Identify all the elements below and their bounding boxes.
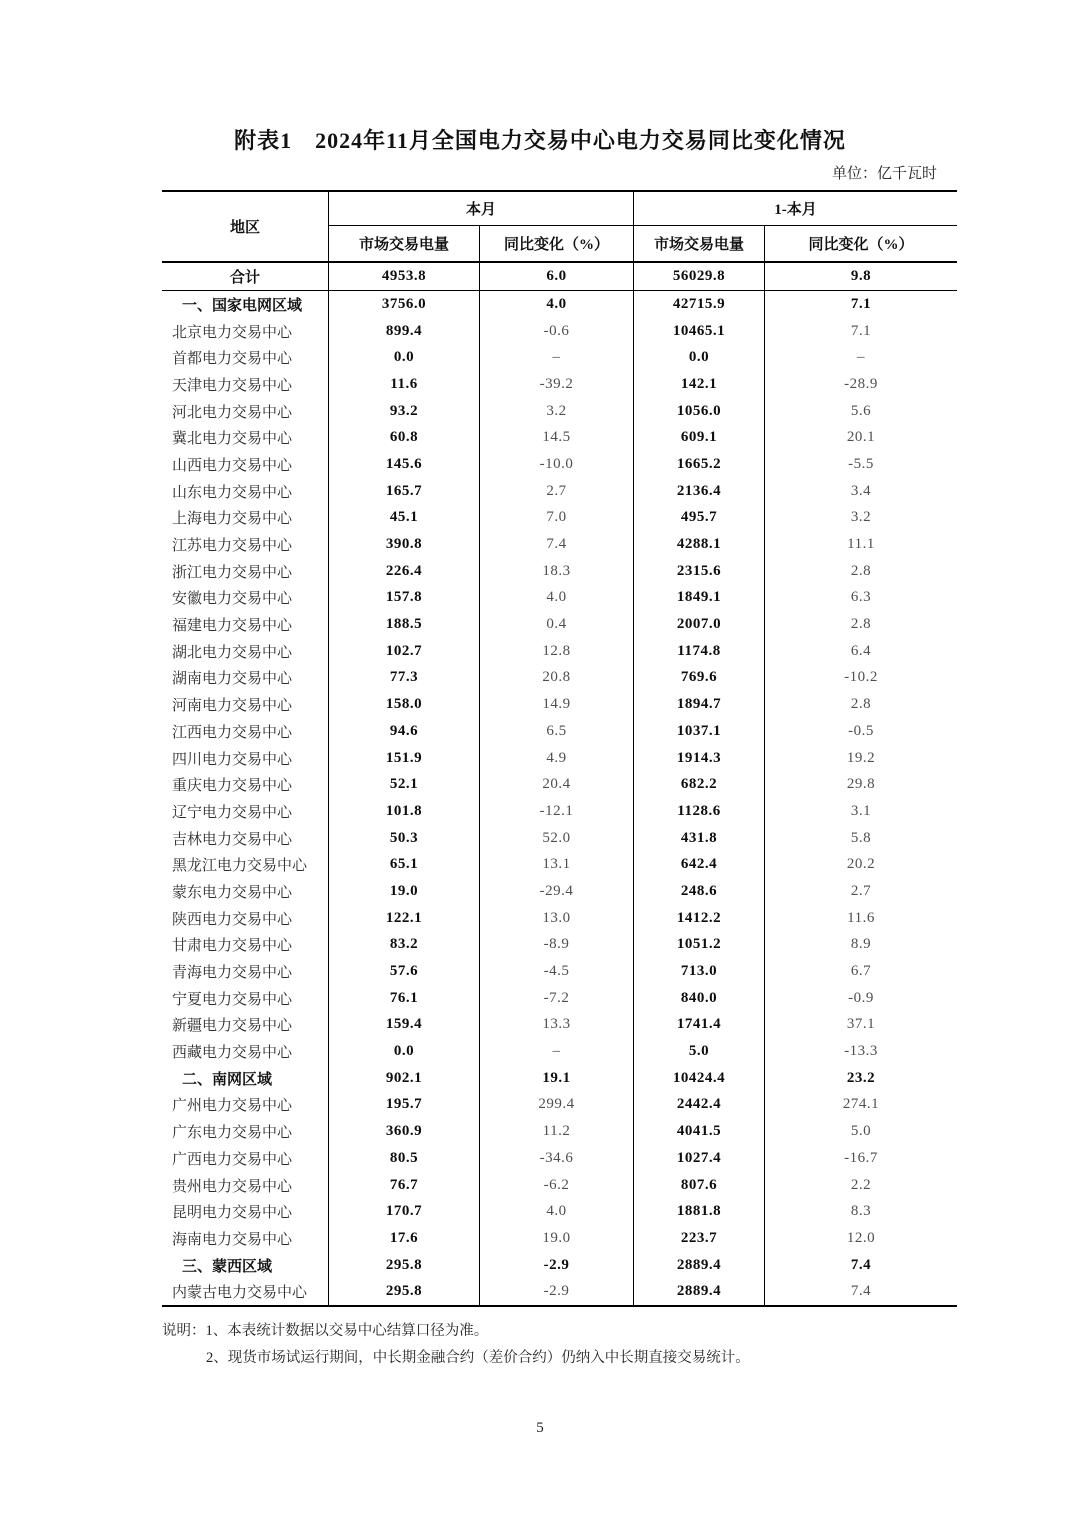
value-cell-yoy-cumulative: 2.2 (850, 1176, 872, 1193)
value-cell-yoy-month: 6.5 (480, 718, 634, 745)
value-cell-yoy-cumulative: 5.6 (850, 402, 872, 419)
value-cell-volume-month: 165.7 (329, 478, 480, 505)
region-cell: 辽宁电力交易中心 (162, 798, 329, 825)
value-cell-volume-month: 93.2 (329, 398, 480, 425)
value-cell-yoy-month: 7.0 (480, 505, 634, 532)
value-cell-volume-cumulative: 2889.4 (634, 1278, 765, 1305)
value-cell-volume-cumulative: 1894.7 (634, 691, 765, 718)
value-cell-volume-cumulative: 142.1 (634, 371, 765, 398)
table-row (162, 531, 957, 558)
table-row (162, 771, 957, 798)
value-cell-volume-cumulative: 1665.2 (634, 451, 765, 478)
region-cell: 湖北电力交易中心 (162, 638, 329, 665)
table-row (162, 558, 957, 585)
value-cell-volume-cumulative: 807.6 (634, 1172, 765, 1199)
value-cell-volume-month: 0.0 (329, 1038, 480, 1065)
region-cell: 黑龙江电力交易中心 (162, 851, 329, 878)
value-cell-yoy-month: 52.0 (480, 825, 634, 852)
value-cell-volume-cumulative: 223.7 (634, 1225, 765, 1252)
table-row (162, 718, 957, 745)
value-cell-volume-month: 295.8 (329, 1278, 480, 1305)
region-cell: 冀北电力交易中心 (162, 424, 329, 451)
value-cell-volume-cumulative: 2442.4 (634, 1092, 765, 1119)
table-row (162, 1012, 957, 1039)
value-cell-yoy-cumulative: 29.8 (846, 776, 876, 793)
value-cell-yoy-cumulative: 6.7 (850, 963, 872, 980)
value-cell-volume-month: 50.3 (329, 825, 480, 852)
value-cell-yoy-month: 19.1 (480, 1065, 634, 1092)
table-row (162, 905, 957, 932)
value-cell-yoy-month: 12.8 (480, 638, 634, 665)
region-cell: 蒙东电力交易中心 (162, 878, 329, 905)
value-cell-volume-cumulative: 248.6 (634, 878, 765, 905)
note-line: 说明：1、本表统计数据以交易中心结算口径为准。 (162, 1323, 489, 1339)
value-cell-yoy-cumulative: 2.8 (850, 562, 872, 579)
value-cell-yoy-month: -34.6 (480, 1145, 634, 1172)
region-cell: 四川电力交易中心 (162, 745, 329, 772)
value-cell-yoy-month: – (480, 1038, 634, 1065)
value-cell-yoy-cumulative: 7.1 (850, 322, 872, 339)
header-volume-this-month: 市场交易电量 (329, 226, 480, 261)
value-cell-volume-cumulative: 1174.8 (634, 638, 765, 665)
value-cell-volume-cumulative: 2315.6 (634, 558, 765, 585)
value-cell-volume-month: 122.1 (329, 905, 480, 932)
value-cell-volume-cumulative: 10424.4 (634, 1065, 765, 1092)
region-cell: 上海电力交易中心 (162, 505, 329, 532)
value-cell-yoy-cumulative: 37.1 (846, 1016, 876, 1033)
header-region: 地区 (162, 192, 329, 261)
table-row (162, 1145, 957, 1172)
value-cell-volume-month: 45.1 (329, 505, 480, 532)
value-cell-yoy-month: 13.0 (480, 905, 634, 932)
value-cell-volume-month: 4953.8 (329, 263, 480, 290)
value-cell-yoy-month: 299.4 (480, 1092, 634, 1119)
table-row (162, 1252, 957, 1279)
table-row (162, 851, 957, 878)
data-table (162, 190, 957, 1307)
region-cell: 湖南电力交易中心 (162, 665, 329, 692)
table-row (162, 932, 957, 959)
value-cell-yoy-cumulative: – (857, 349, 865, 366)
region-cell: 新疆电力交易中心 (162, 1012, 329, 1039)
value-cell-yoy-cumulative: 2.8 (850, 696, 872, 713)
value-cell-volume-cumulative: 1849.1 (634, 585, 765, 612)
value-cell-volume-month: 902.1 (329, 1065, 480, 1092)
region-cell: 一、国家电网区域 (162, 291, 329, 318)
value-cell-volume-month: 0.0 (329, 344, 480, 371)
table-row (162, 344, 957, 371)
value-cell-volume-month: 60.8 (329, 424, 480, 451)
table-row (162, 1038, 957, 1065)
table-row (162, 1225, 957, 1252)
value-cell-volume-month: 11.6 (329, 371, 480, 398)
table-row (162, 985, 957, 1012)
value-cell-volume-month: 65.1 (329, 851, 480, 878)
value-cell-volume-cumulative: 495.7 (634, 505, 765, 532)
value-cell-volume-month: 390.8 (329, 531, 480, 558)
value-cell-yoy-cumulative: -13.3 (844, 1043, 878, 1060)
table-header (162, 192, 957, 263)
region-cell: 河北电力交易中心 (162, 398, 329, 425)
value-cell-yoy-month: -10.0 (480, 451, 634, 478)
region-cell: 河南电力交易中心 (162, 691, 329, 718)
value-cell-volume-cumulative: 682.2 (634, 771, 765, 798)
value-cell-yoy-cumulative: 7.4 (850, 1283, 872, 1300)
value-cell-volume-month: 3756.0 (329, 291, 480, 318)
value-cell-volume-month: 188.5 (329, 611, 480, 638)
table-row (162, 318, 957, 345)
region-cell: 陕西电力交易中心 (162, 905, 329, 932)
value-cell-yoy-month: 11.2 (480, 1118, 634, 1145)
value-cell-yoy-cumulative: 6.4 (850, 642, 872, 659)
table-row (162, 263, 957, 291)
value-cell-yoy-month: 7.4 (480, 531, 634, 558)
table-row (162, 1198, 957, 1225)
table-row (162, 638, 957, 665)
value-cell-yoy-cumulative: -16.7 (844, 1149, 878, 1166)
value-cell-yoy-month: -4.5 (480, 958, 634, 985)
table-row (162, 665, 957, 692)
value-cell-volume-cumulative: 1027.4 (634, 1145, 765, 1172)
region-cell: 内蒙古电力交易中心 (162, 1278, 329, 1305)
value-cell-volume-cumulative: 713.0 (634, 958, 765, 985)
value-cell-yoy-month: 6.0 (480, 263, 634, 290)
value-cell-volume-month: 899.4 (329, 318, 480, 345)
value-cell-volume-cumulative: 2007.0 (634, 611, 765, 638)
value-cell-volume-month: 226.4 (329, 558, 480, 585)
region-cell: 北京电力交易中心 (162, 318, 329, 345)
value-cell-yoy-month: -0.6 (480, 318, 634, 345)
value-cell-yoy-month: -2.9 (480, 1252, 634, 1279)
value-cell-volume-cumulative: 1051.2 (634, 932, 765, 959)
value-cell-yoy-cumulative: 8.3 (850, 1203, 872, 1220)
value-cell-yoy-month: 13.1 (480, 851, 634, 878)
table-row (162, 825, 957, 852)
value-cell-volume-cumulative: 1056.0 (634, 398, 765, 425)
region-cell: 山东电力交易中心 (162, 478, 329, 505)
region-cell: 合计 (162, 263, 329, 290)
value-cell-volume-cumulative: 2136.4 (634, 478, 765, 505)
value-cell-yoy-cumulative: 7.1 (850, 295, 872, 312)
value-cell-yoy-month: 4.0 (480, 291, 634, 318)
value-cell-volume-cumulative: 10465.1 (634, 318, 765, 345)
value-cell-volume-month: 102.7 (329, 638, 480, 665)
value-cell-volume-cumulative: 5.0 (634, 1038, 765, 1065)
table-row (162, 745, 957, 772)
value-cell-volume-cumulative: 4288.1 (634, 531, 765, 558)
value-cell-volume-cumulative: 1881.8 (634, 1198, 765, 1225)
table-row (162, 878, 957, 905)
value-cell-volume-cumulative: 1741.4 (634, 1012, 765, 1039)
value-cell-yoy-cumulative: -0.9 (848, 989, 874, 1006)
region-cell: 江西电力交易中心 (162, 718, 329, 745)
value-cell-yoy-month: -6.2 (480, 1172, 634, 1199)
value-cell-yoy-month: 4.9 (480, 745, 634, 772)
value-cell-volume-month: 94.6 (329, 718, 480, 745)
region-cell: 甘肃电力交易中心 (162, 932, 329, 959)
region-cell: 广州电力交易中心 (162, 1092, 329, 1119)
value-cell-yoy-month: 2.7 (480, 478, 634, 505)
value-cell-volume-cumulative: 840.0 (634, 985, 765, 1012)
region-cell: 广东电力交易中心 (162, 1118, 329, 1145)
table-row (162, 1278, 957, 1305)
region-cell: 海南电力交易中心 (162, 1225, 329, 1252)
value-cell-yoy-cumulative: 2.8 (850, 616, 872, 633)
value-cell-yoy-month: -39.2 (480, 371, 634, 398)
table-row (162, 398, 957, 425)
value-cell-yoy-month: – (480, 344, 634, 371)
value-cell-volume-month: 295.8 (329, 1252, 480, 1279)
table-row (162, 611, 957, 638)
table-row (162, 958, 957, 985)
region-cell: 福建电力交易中心 (162, 611, 329, 638)
region-cell: 吉林电力交易中心 (162, 825, 329, 852)
value-cell-yoy-cumulative: 19.2 (846, 749, 876, 766)
table-row (162, 424, 957, 451)
value-cell-volume-cumulative: 4041.5 (634, 1118, 765, 1145)
page-number: 5 (536, 1420, 544, 1436)
value-cell-volume-cumulative: 431.8 (634, 825, 765, 852)
value-cell-volume-month: 101.8 (329, 798, 480, 825)
value-cell-volume-cumulative: 1037.1 (634, 718, 765, 745)
table-row (162, 585, 957, 612)
value-cell-yoy-cumulative: 7.4 (850, 1256, 872, 1273)
value-cell-volume-month: 17.6 (329, 1225, 480, 1252)
value-cell-yoy-month: -12.1 (480, 798, 634, 825)
value-cell-volume-month: 57.6 (329, 958, 480, 985)
value-cell-yoy-cumulative: 5.0 (850, 1123, 872, 1140)
region-cell: 重庆电力交易中心 (162, 771, 329, 798)
value-cell-yoy-month: 19.0 (480, 1225, 634, 1252)
value-cell-yoy-month: 14.9 (480, 691, 634, 718)
value-cell-volume-cumulative: 769.6 (634, 665, 765, 692)
value-cell-yoy-month: -2.9 (480, 1278, 634, 1305)
value-cell-yoy-cumulative: 9.8 (850, 268, 872, 284)
value-cell-volume-cumulative: 0.0 (634, 344, 765, 371)
region-cell: 安徽电力交易中心 (162, 585, 329, 612)
region-cell: 江苏电力交易中心 (162, 531, 329, 558)
value-cell-volume-month: 145.6 (329, 451, 480, 478)
table-row (162, 505, 957, 532)
table-row (162, 1118, 957, 1145)
value-cell-volume-month: 76.1 (329, 985, 480, 1012)
value-cell-volume-month: 151.9 (329, 745, 480, 772)
table-notes (162, 1318, 982, 1372)
value-cell-volume-month: 360.9 (329, 1118, 480, 1145)
region-cell: 广西电力交易中心 (162, 1145, 329, 1172)
value-cell-yoy-cumulative: 20.2 (846, 856, 876, 873)
region-cell: 宁夏电力交易中心 (162, 985, 329, 1012)
value-cell-yoy-month: -29.4 (480, 878, 634, 905)
value-cell-volume-month: 158.0 (329, 691, 480, 718)
region-cell: 首都电力交易中心 (162, 344, 329, 371)
value-cell-yoy-cumulative: -10.2 (844, 669, 878, 686)
value-cell-volume-cumulative: 1128.6 (634, 798, 765, 825)
region-cell: 贵州电力交易中心 (162, 1172, 329, 1199)
value-cell-volume-cumulative: 1412.2 (634, 905, 765, 932)
table-row (162, 1092, 957, 1119)
value-cell-yoy-cumulative: 6.3 (850, 589, 872, 606)
value-cell-volume-month: 159.4 (329, 1012, 480, 1039)
value-cell-yoy-cumulative: 5.8 (850, 829, 872, 846)
value-cell-volume-month: 19.0 (329, 878, 480, 905)
value-cell-yoy-month: 20.4 (480, 771, 634, 798)
region-cell: 浙江电力交易中心 (162, 558, 329, 585)
value-cell-volume-cumulative: 42715.9 (634, 291, 765, 318)
table-row (162, 371, 957, 398)
value-cell-yoy-cumulative: 12.0 (846, 1229, 876, 1246)
table-body (162, 263, 957, 1305)
value-cell-yoy-cumulative: -28.9 (844, 375, 878, 392)
value-cell-yoy-cumulative: 8.9 (850, 936, 872, 953)
region-cell: 二、南网区域 (162, 1065, 329, 1092)
region-cell: 天津电力交易中心 (162, 371, 329, 398)
header-volume-cumulative: 市场交易电量 (634, 226, 765, 261)
table-row (162, 1172, 957, 1199)
table-row (162, 1065, 957, 1092)
table-row (162, 478, 957, 505)
value-cell-volume-month: 83.2 (329, 932, 480, 959)
region-cell: 山西电力交易中心 (162, 451, 329, 478)
note-line: 2、现货市场试运行期间，中长期金融合约（差价合约）仍纳入中长期直接交易统计。 (206, 1350, 750, 1366)
value-cell-volume-month: 170.7 (329, 1198, 480, 1225)
header-yoy-this-month: 同比变化（%） (480, 226, 634, 261)
page-title: 附表1 2024年11月全国电力交易中心电力交易同比变化情况 (234, 128, 846, 153)
value-cell-yoy-month: -8.9 (480, 932, 634, 959)
header-cumulative: 1-本月 (634, 192, 957, 226)
value-cell-yoy-cumulative: 20.1 (846, 429, 876, 446)
value-cell-volume-month: 157.8 (329, 585, 480, 612)
value-cell-yoy-cumulative: 11.1 (847, 536, 875, 553)
value-cell-yoy-month: 4.0 (480, 1198, 634, 1225)
value-cell-yoy-cumulative: 2.7 (850, 882, 872, 899)
value-cell-volume-month: 195.7 (329, 1092, 480, 1119)
value-cell-volume-month: 52.1 (329, 771, 480, 798)
value-cell-yoy-month: 4.0 (480, 585, 634, 612)
region-cell: 三、蒙西区域 (162, 1252, 329, 1279)
value-cell-volume-cumulative: 2889.4 (634, 1252, 765, 1279)
value-cell-yoy-cumulative: -0.5 (848, 722, 874, 739)
value-cell-volume-cumulative: 642.4 (634, 851, 765, 878)
value-cell-yoy-cumulative: -5.5 (848, 455, 874, 472)
value-cell-volume-month: 80.5 (329, 1145, 480, 1172)
value-cell-yoy-month: 20.8 (480, 665, 634, 692)
value-cell-volume-cumulative: 56029.8 (634, 263, 765, 290)
table-row (162, 691, 957, 718)
table-row (162, 798, 957, 825)
value-cell-yoy-month: 0.4 (480, 611, 634, 638)
unit-note: 单位：亿千瓦时 (831, 166, 937, 182)
value-cell-yoy-month: 14.5 (480, 424, 634, 451)
value-cell-volume-month: 76.7 (329, 1172, 480, 1199)
value-cell-yoy-cumulative: 11.6 (847, 909, 875, 926)
value-cell-volume-cumulative: 1914.3 (634, 745, 765, 772)
value-cell-volume-cumulative: 609.1 (634, 424, 765, 451)
table-row (162, 451, 957, 478)
header-this-month: 本月 (329, 192, 634, 226)
value-cell-yoy-cumulative: 274.1 (842, 1096, 880, 1113)
region-cell: 青海电力交易中心 (162, 958, 329, 985)
value-cell-yoy-cumulative: 3.2 (850, 509, 872, 526)
region-cell: 昆明电力交易中心 (162, 1198, 329, 1225)
value-cell-yoy-month: -7.2 (480, 985, 634, 1012)
header-yoy-cumulative: 同比变化（%） (808, 237, 914, 253)
value-cell-volume-month: 77.3 (329, 665, 480, 692)
value-cell-yoy-cumulative: 3.1 (850, 802, 872, 819)
value-cell-yoy-cumulative: 23.2 (846, 1069, 876, 1086)
value-cell-yoy-month: 18.3 (480, 558, 634, 585)
region-cell: 西藏电力交易中心 (162, 1038, 329, 1065)
table-row (162, 291, 957, 318)
value-cell-yoy-month: 3.2 (480, 398, 634, 425)
value-cell-yoy-cumulative: 3.4 (850, 482, 872, 499)
value-cell-yoy-month: 13.3 (480, 1012, 634, 1039)
